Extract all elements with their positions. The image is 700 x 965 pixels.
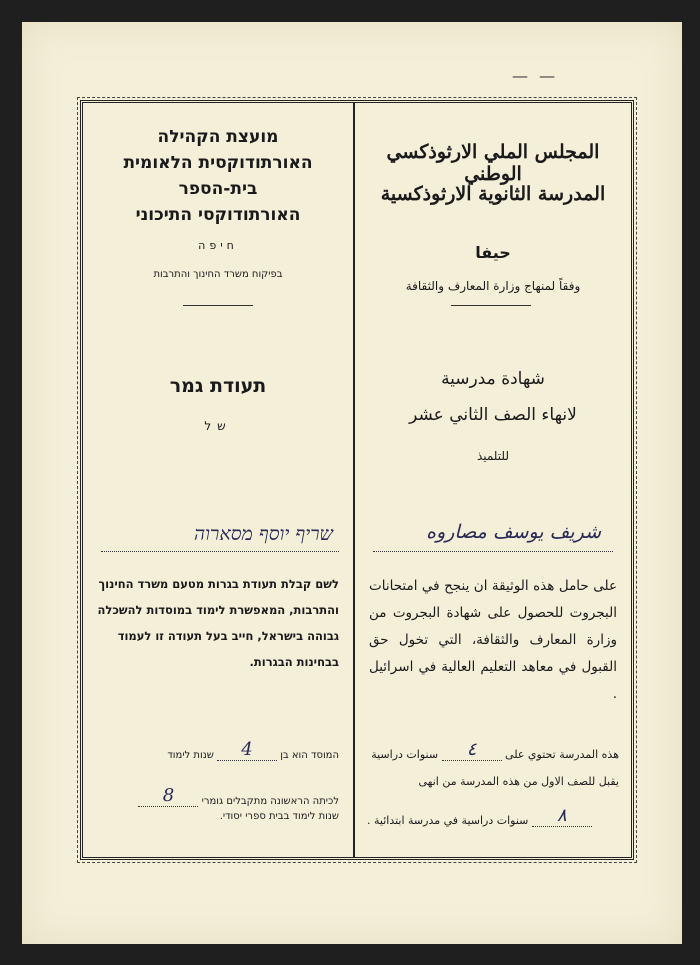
arabic-curriculum: وفقاً لمنهاج وزارة المعارف والثقافة xyxy=(405,279,581,293)
arabic-student-name: شريف يوسف مصاروه xyxy=(426,521,601,543)
hebrew-column xyxy=(83,103,353,857)
hebrew-community: האורתודוקסית הלאומית xyxy=(123,153,313,173)
hebrew-student-name: שריף יוסף מסארוה xyxy=(194,523,333,545)
arabic-school: المدرسة الثانوية الارثوذكسية xyxy=(380,183,606,205)
arabic-header-rule xyxy=(451,305,531,306)
certificate-paper xyxy=(22,22,682,944)
hebrew-city: חיפה xyxy=(198,239,238,252)
arabic-student-label: للتلميذ xyxy=(476,449,510,463)
hebrew-of-label: של xyxy=(204,419,232,433)
corner-mark: — — xyxy=(512,66,559,85)
arabic-years-suffix: سنوات دراسية xyxy=(371,748,439,761)
hebrew-first-grade-prefix: לכיתה הראשונה מתקבלים גומרי xyxy=(201,796,339,807)
arabic-years-row xyxy=(355,739,631,761)
arabic-completion: لانهاء الصف الثاني عشر xyxy=(409,405,577,425)
arabic-city: حيفا xyxy=(475,243,511,262)
hebrew-council: מועצת הקהילה xyxy=(157,127,279,147)
hebrew-body-text: לשם קבלת תעודת בגרות מטעם משרד החינוך והתרבות, המאפשרת לימוד במוסדות להשכלה גבוהה בישראל, חייב בעל תעודה זו לעמוד בבחינות הבגרות. xyxy=(97,577,339,669)
hebrew-years-prefix: המוסד הוא בן xyxy=(280,750,339,761)
hebrew-certificate-title: תעודת גמר xyxy=(169,375,267,397)
hebrew-first-grade-value: 8 xyxy=(138,785,198,807)
arabic-council: المجلس الملي الارثوذكسي الوطني xyxy=(386,141,600,185)
hebrew-school: בית-הספר xyxy=(178,179,258,199)
arabic-admission-value: ٨ xyxy=(532,805,592,827)
hebrew-first-grade-row xyxy=(83,785,353,807)
hebrew-years-suffix: שנות לימוד xyxy=(167,750,214,761)
arabic-years-value: ٤ xyxy=(442,739,502,761)
arabic-column xyxy=(355,103,631,857)
hebrew-supervision: בפיקוח משרד החינוך והתרבות xyxy=(153,269,283,280)
arabic-admission-suffix: سنوات دراسية في مدرسة ابتدائية . xyxy=(367,814,529,827)
arabic-certificate-title: شهادة مدرسية xyxy=(441,369,545,389)
hebrew-school-type: האורתודוקסי התיכוני xyxy=(135,205,301,225)
arabic-body-text: على حامل هذه الوثيقة ان ينجح في امتحانات البجروت للحصول على شهادة البجروت من وزارة المعارف والثقافة، التي تخول حق القبول في معاهد التعليم العالية في اسرائيل . xyxy=(369,578,617,702)
hebrew-first-grade-suffix: שנות לימוד בבית ספרי יסודי. xyxy=(219,811,339,822)
arabic-years-prefix: هذه المدرسة تحتوي على xyxy=(505,748,619,761)
hebrew-header-rule xyxy=(183,305,253,306)
hebrew-years-value: 4 xyxy=(217,739,277,761)
certificate-frame xyxy=(80,100,634,860)
hebrew-years-row xyxy=(83,739,353,761)
arabic-admission-row xyxy=(355,805,631,827)
arabic-admission-line: يقبل للصف الاول من هذه المدرسة من انهى xyxy=(418,775,619,788)
